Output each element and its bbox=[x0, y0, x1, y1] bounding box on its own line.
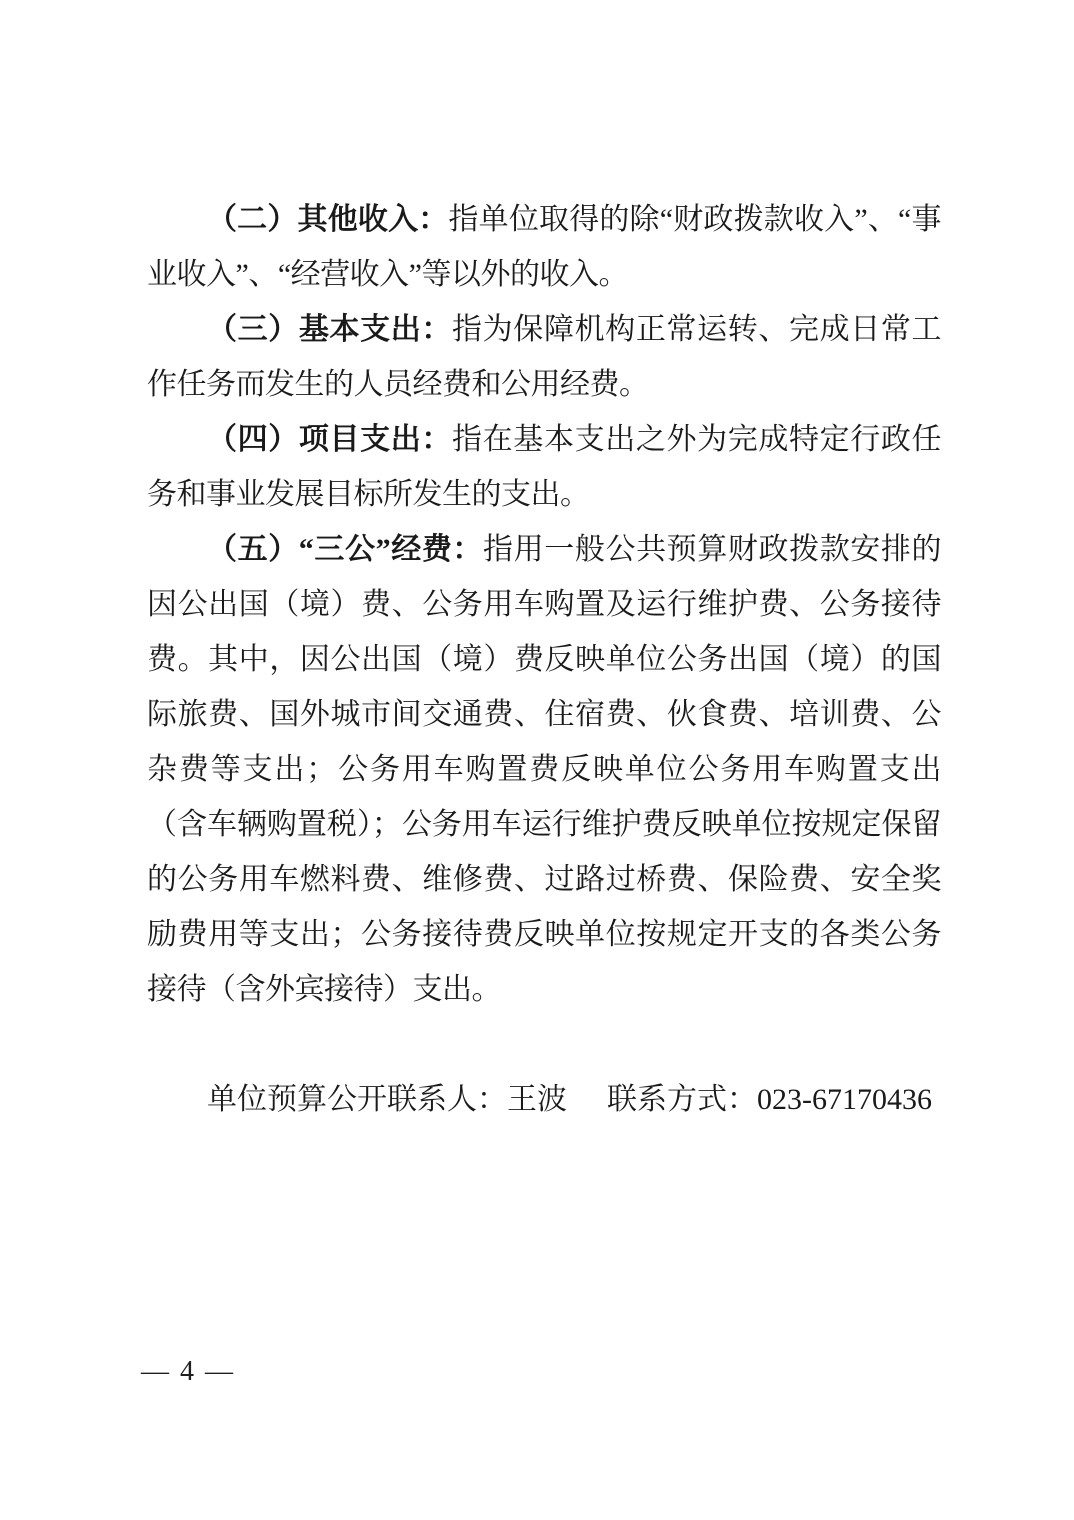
paragraph-other-income bbox=[147, 192, 941, 302]
page-number-text: — 4 — bbox=[141, 1356, 235, 1387]
page-number bbox=[141, 1352, 235, 1392]
contact-line bbox=[147, 1072, 941, 1127]
contact-person: 单位预算公开联系人：王波 bbox=[207, 1083, 567, 1116]
paragraph-label: （二）其他收入： bbox=[207, 203, 449, 236]
paragraph-basic-expenditure bbox=[147, 302, 941, 412]
paragraph-text: 指在基本支出之外为完成特定行政任务和事业发展目标所发生的支出。 bbox=[147, 423, 942, 511]
paragraph-text: 指单位取得的除“财政拨款收入”、“事业收入”、“经营收入”等以外的收入。 bbox=[147, 203, 942, 291]
document-body bbox=[147, 192, 941, 1127]
contact-method: 联系方式：023-67170436 bbox=[607, 1083, 932, 1116]
paragraph-text: 指为保障机构正常运转、完成日常工作任务而发生的人员经费和公用经费。 bbox=[147, 313, 942, 401]
paragraph-text: 指用一般公共预算财政拨款安排的因公出国（境）费、公务用车购置及运行维护费、公务接待费。其中，因公出国（境）费反映单位公务出国（境）的国际旅费、国外城市间交通费、住宿费、伙食费、培训费、公杂费等支出；公务用车购置费反映单位公务用车购置支出（含车辆购置税）；公务用车运行维护费反映单位按规定保留的公务用车燃料费、维修费、过路过桥费、保险费、安全奖励费用等支出；公务接待费反映单位按规定开支的各类公务接待（含外宾接待）支出。 bbox=[147, 533, 942, 1006]
paragraph-label: （三）基本支出： bbox=[207, 313, 453, 346]
paragraph-three-public-funds bbox=[147, 522, 941, 1017]
paragraph-project-expenditure bbox=[147, 412, 941, 522]
paragraph-label: （五）“三公”经费： bbox=[207, 533, 484, 566]
paragraph-label: （四）项目支出： bbox=[207, 423, 453, 456]
